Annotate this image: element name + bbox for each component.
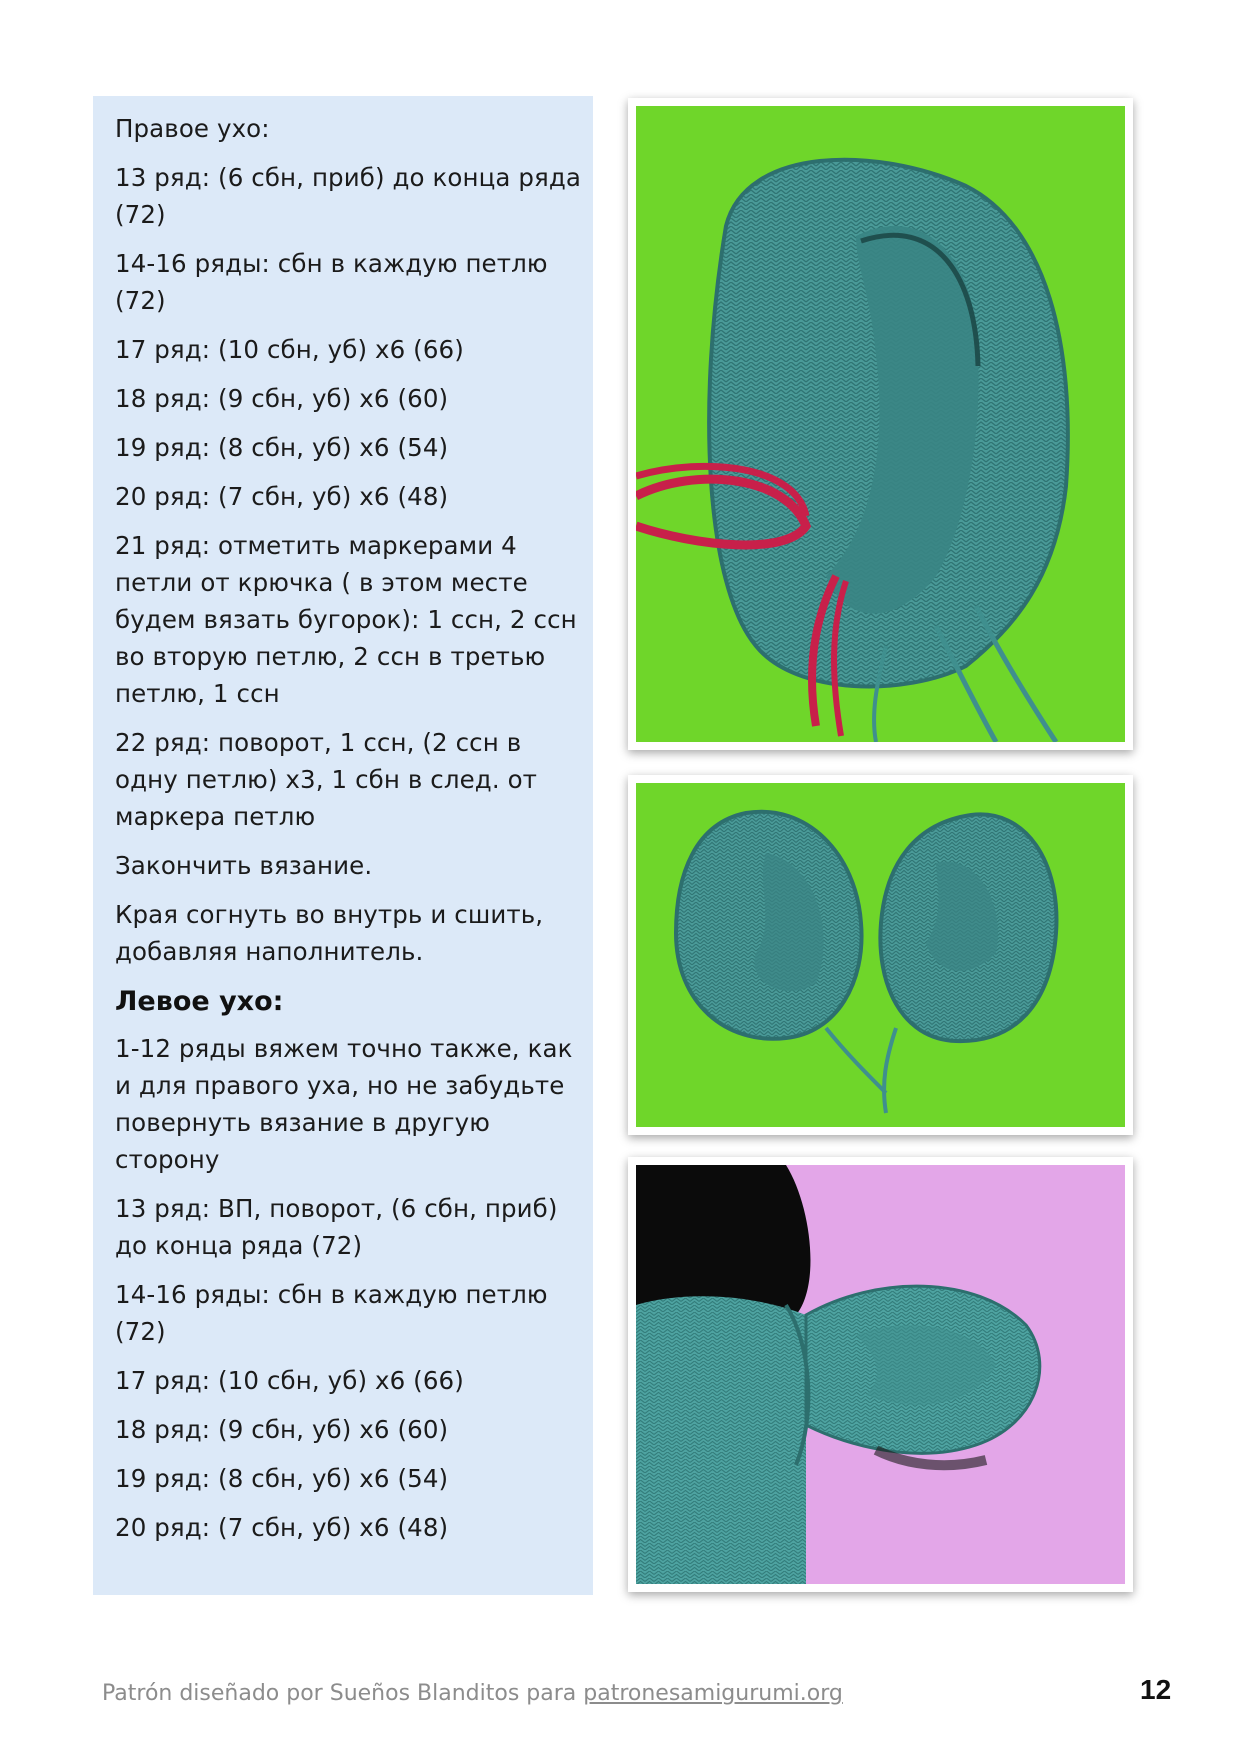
photo-ear-with-markers: [628, 98, 1133, 750]
row-instruction: 1-12 ряды вяжем точно также, как и для правого уха, но не забудьте повернуть вязание в другую сторону: [115, 1034, 573, 1174]
two-ears-image: [636, 783, 1125, 1127]
row-instruction: 22 ряд: поворот, 1 ссн, (2 ссн в одну петлю) х3, 1 сбн в след. от маркера петлю: [115, 728, 538, 831]
row-instruction: 19 ряд: (8 сбн, уб) х6 (54): [115, 1464, 449, 1493]
row-instruction: 20 ряд: (7 сбн, уб) х6 (48): [115, 1513, 449, 1542]
row-instruction: 14-16 ряды: сбн в каждую петлю (72): [115, 1280, 548, 1346]
photo-two-ears: [628, 775, 1133, 1135]
photo-ear-attached: [628, 1157, 1133, 1592]
ear-with-markers-image: [636, 106, 1125, 742]
right-ear-heading: Правое ухо:: [115, 114, 270, 143]
row-instruction: 21 ряд: отметить маркерами 4 петли от крючка ( в этом месте будем вязать бугорок): 1 ссн, 2 ссн во вторую петлю, 2 ссн в третью петлю, 1 ссн: [115, 531, 577, 708]
row-instruction: 17 ряд: (10 сбн, уб) х6 (66): [115, 335, 464, 364]
footer-credit: [102, 1681, 843, 1706]
row-instruction: Края согнуть во внутрь и сшить, добавляя наполнитель.: [115, 900, 544, 966]
ear-attached-image: [636, 1165, 1125, 1584]
row-instruction: 19 ряд: (8 сбн, уб) х6 (54): [115, 433, 449, 462]
page-number: 12: [1140, 1674, 1172, 1705]
row-instruction: 18 ряд: (9 сбн, уб) х6 (60): [115, 384, 449, 413]
row-instruction: 14-16 ряды: сбн в каждую петлю (72): [115, 249, 548, 315]
row-instruction: 20 ряд: (7 сбн, уб) х6 (48): [115, 482, 449, 511]
left-ear-heading: Левое ухо:: [115, 986, 284, 1017]
row-instruction: 13 ряд: (6 сбн, приб) до конца ряда (72): [115, 163, 582, 229]
footer-site-link[interactable]: patronesamigurumi.org: [583, 1681, 843, 1706]
row-instruction: 13 ряд: ВП, поворот, (6 сбн, приб) до конца ряда (72): [115, 1194, 558, 1260]
row-instruction: Закончить вязание.: [115, 851, 373, 880]
row-instruction: 18 ряд: (9 сбн, уб) х6 (60): [115, 1415, 449, 1444]
footer-credit-text: Patrón diseñado por Sueños Blanditos para: [102, 1681, 584, 1706]
instructions-panel: [93, 96, 593, 1595]
row-instruction: 17 ряд: (10 сбн, уб) х6 (66): [115, 1366, 464, 1395]
